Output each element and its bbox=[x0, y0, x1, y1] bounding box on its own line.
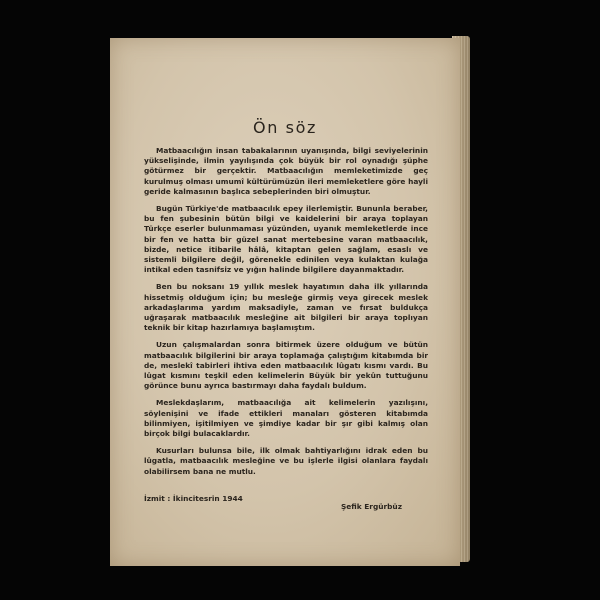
author-signature: Şefik Ergürbüz bbox=[340, 502, 402, 511]
place-date: İzmit : İkincitesrin 1944 bbox=[144, 494, 243, 503]
book-page bbox=[110, 38, 460, 566]
page-title: Ön söz bbox=[253, 118, 317, 137]
paragraph: Matbaacılığın insan tabakalarının uyanışında, bilgi seviyelerinin yükselişinde, ilmin yayılışında çok büyük bir rol oynadığı şüphe götürmez bir gerçektir. Matbaacılığın memleketimizde geç kurulmuş olması umumî kültürümüzün ileri memleketlere göre hayli geride kalmasının başlıca sebeplerinden biri olmuştur. bbox=[144, 146, 428, 196]
paragraph: Uzun çalışmalardan sonra bitirmek üzere olduğum ve bütün matbaacılık bilgilerini bir araya toplamağa çalıştığım kitabımda bir de, meslekî tabirleri ihtiva eden matbaacılık lûgatı kısmı vardı. Bu lûgat kısmını teşkil eden kelimelerin Büyük bir yekûn tuttuğunu görünce bunu ayrıca bastırmayı daha faydalı buldum. bbox=[144, 340, 428, 391]
paragraph: Meslekdaşlarım, matbaacılığa ait kelimelerin yazılışını, söylenişini ve ifade ettikleri manaları gösteren kitabımda bilinmiyen, işitilmiyen ve şimdiye kadar bir şır gibi kalmış olan birçok bilgi bulacaklardır. bbox=[144, 398, 428, 439]
paragraph: Bugün Türkiye'de matbaacılık epey ilerlemiştir. Bununla beraber, bu fen şubesinin bütün bilgi ve kaidelerini bir araya toplayan Türkçe eserler bulunmaması yüzünden, uyanık memleketlerde ince bir fen ve hatta bir güzel sanat mertebesine varan matbaacılık, bizde, netice itibarile hâlâ, kitaptan gelen sağlam, esaslı ve sistemli bilgilere değil, görenekle edinilen veya kulaktan kulağa intikal eden tasnifsiz ve yığın halinde bilgilere dayanmaktadır. bbox=[144, 204, 428, 275]
paragraph: Kusurları bulunsa bile, ilk olmak bahtiyarlığını idrak eden bu lûgatla, matbaacılık mesleğine ve bu işlerle ilgisi olanlara faydalı olabilirsem bana ne mutlu. bbox=[144, 446, 428, 476]
paragraph: Ben bu noksanı 19 yıllık meslek hayatımın daha ilk yıllarında hissetmiş olduğum için; bu mesleğe girmiş veya girecek meslek arkadaşlarıma yardım maksadiyle, zaman ve fırsat buldukça uğraşarak matbaacılık mesleğine ait bilgileri bir araya toplıyan teknik bir kitap hazırlamıya başlamıştım. bbox=[144, 282, 428, 333]
preface-body bbox=[144, 146, 428, 484]
